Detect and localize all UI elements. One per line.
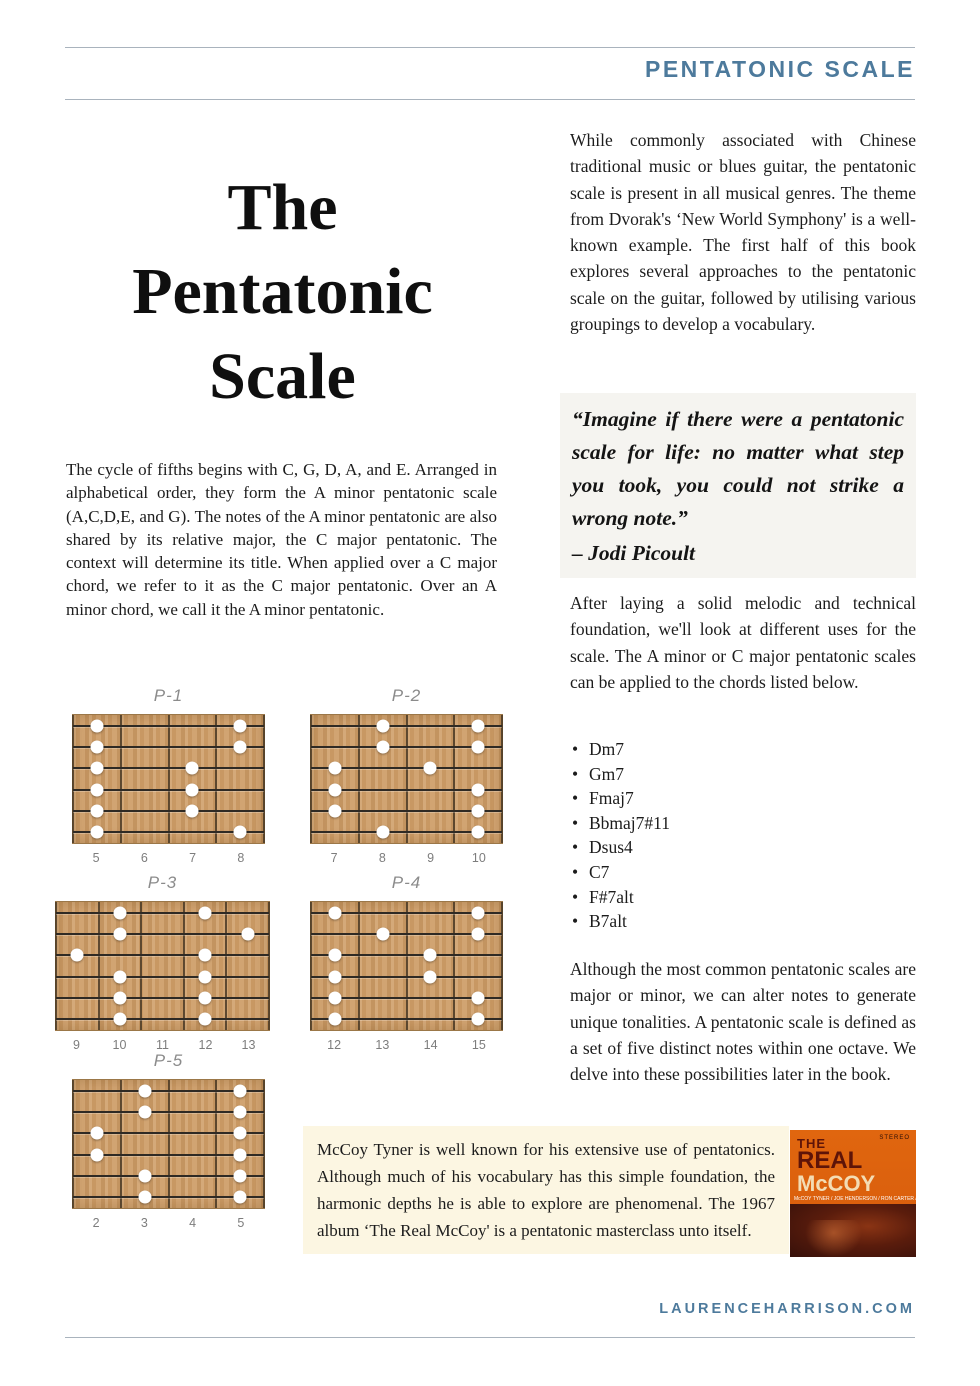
fret-numbers	[310, 851, 503, 865]
fret-line	[140, 902, 142, 1030]
note-dot	[472, 826, 485, 839]
note-dot	[199, 1013, 212, 1026]
fret-number: 7	[189, 851, 197, 865]
album-title-real: REAL	[797, 1147, 863, 1174]
quote-attribution: – Jodi Picoult	[572, 541, 696, 565]
note-dot	[472, 992, 485, 1005]
fretboard-diagram-p3	[55, 873, 270, 1052]
fret-number: 3	[140, 1216, 148, 1230]
album-stereo-label: STEREO	[879, 1135, 910, 1141]
fret-line	[72, 715, 74, 843]
chord-item	[572, 737, 912, 762]
fret-numbers	[310, 1038, 503, 1052]
chord-item	[572, 786, 912, 811]
chord-label: B7alt	[589, 911, 627, 932]
body-paragraph-1: While commonly associated with Chinese traditional music or blues guitar, the pentatonic scale is present in all musical genres. The theme from Dvorak's ‘New World Symphony' is a well-known example. The first half of this book explores several approaches to the pentatonic scale on the guitar, followed by utilising various groupings to develop a vocabulary.	[570, 130, 916, 335]
note-dot	[186, 783, 199, 796]
fret-number: 8	[237, 851, 245, 865]
fret-line	[406, 902, 408, 1030]
chord-list	[572, 737, 912, 934]
note-dot	[328, 1013, 341, 1026]
fret-number: 2	[92, 1216, 100, 1230]
note-dot	[328, 906, 341, 919]
note-dot	[113, 992, 126, 1005]
chord-item	[572, 762, 912, 787]
fretboard	[55, 901, 270, 1031]
chord-label: Bbmaj7#11	[589, 812, 671, 833]
guitar-string	[56, 997, 269, 999]
note-dot	[199, 949, 212, 962]
fretboard	[72, 714, 265, 844]
note-dot	[376, 741, 389, 754]
fretboard	[310, 714, 503, 844]
fret-line	[55, 902, 57, 1030]
note-dot	[113, 1013, 126, 1026]
note-dot	[328, 992, 341, 1005]
fret-line	[120, 715, 122, 843]
note-dot	[424, 762, 437, 775]
note-dot	[234, 826, 247, 839]
note-dot	[234, 1127, 247, 1140]
chord-label: Gm7	[589, 763, 624, 784]
album-photo	[790, 1204, 916, 1257]
album-artists: McCOY TYNER / JOE HENDERSON / RON CARTER / ELVIN JONES	[794, 1196, 951, 1202]
bottom-rule	[65, 1337, 915, 1338]
fretboard-diagram-p2	[310, 686, 503, 865]
mccoy-text: McCoy Tyner is well known for his extensive use of pentatonics. Although much of his vocabulary has this simple foundation, the harmonic depths he is able to explore are phenomenal. The 1967 album ‘The Real McCoy' is a pentatonic masterclass unto itself.	[317, 1140, 775, 1240]
note-dot	[90, 719, 103, 732]
diagram-label: P-3	[147, 873, 178, 892]
chord-label: C7	[589, 861, 610, 882]
note-dot	[90, 826, 103, 839]
fret-number: 8	[378, 851, 386, 865]
fret-number: 4	[189, 1216, 197, 1230]
fret-number: 9	[427, 851, 435, 865]
fret-line	[120, 1080, 122, 1208]
fret-numbers	[55, 1038, 270, 1052]
fret-number: 10	[112, 1038, 127, 1052]
fret-line	[453, 715, 455, 843]
album-title-mccoy: McCOY	[797, 1171, 876, 1196]
note-dot	[199, 992, 212, 1005]
chord-item	[572, 860, 912, 885]
chord-label: Fmaj7	[589, 788, 634, 809]
note-dot	[424, 970, 437, 983]
diagram-label: P-4	[391, 873, 422, 892]
album-cover-the-real-mccoy	[790, 1130, 951, 1257]
note-dot	[472, 741, 485, 754]
note-dot	[186, 762, 199, 775]
guitar-string	[56, 954, 269, 956]
fret-line	[98, 902, 100, 1030]
diagram-label: P-5	[153, 1051, 184, 1070]
note-dot	[90, 741, 103, 754]
fret-line	[263, 1080, 265, 1208]
guitar-string	[56, 933, 269, 935]
note-dot	[472, 928, 485, 941]
fret-line	[225, 902, 227, 1030]
fret-line	[453, 902, 455, 1030]
note-dot	[328, 970, 341, 983]
footer-website: LAURENCEHARRISON.COM	[659, 1301, 915, 1317]
chord-label: Dm7	[589, 739, 624, 759]
fret-number: 15	[471, 1038, 486, 1052]
note-dot	[113, 906, 126, 919]
note-dot	[241, 928, 254, 941]
fret-line	[168, 1080, 170, 1208]
fret-number: 13	[241, 1038, 256, 1052]
note-dot	[376, 826, 389, 839]
note-dot	[113, 970, 126, 983]
fret-number: 14	[423, 1038, 438, 1052]
fret-line	[501, 902, 503, 1030]
quote-text: “Imagine if there were a pentatonic scale for life: no matter what step you took, you could not strike a wrong note.”	[572, 407, 904, 530]
fret-line	[215, 715, 217, 843]
note-dot	[234, 1106, 247, 1119]
fret-number: 12	[198, 1038, 213, 1052]
note-dot	[376, 928, 389, 941]
fret-line	[310, 902, 312, 1030]
book-title-line-2: Pentatonic	[132, 255, 433, 329]
quote-block	[560, 393, 916, 578]
note-dot	[472, 906, 485, 919]
fret-line	[310, 715, 312, 843]
note-dot	[328, 783, 341, 796]
fret-line	[168, 715, 170, 843]
fret-numbers	[72, 1216, 265, 1230]
note-dot	[199, 970, 212, 983]
fret-number: 9	[73, 1038, 80, 1052]
fret-line	[406, 715, 408, 843]
fret-line	[358, 902, 360, 1030]
note-dot	[71, 949, 84, 962]
note-dot	[328, 949, 341, 962]
chord-label: Dsus4	[589, 837, 633, 858]
note-dot	[234, 1191, 247, 1204]
chord-item	[572, 835, 912, 860]
fretboard-diagram-p5	[72, 1051, 265, 1230]
note-dot	[472, 719, 485, 732]
fret-line	[501, 715, 503, 843]
fret-line	[263, 715, 265, 843]
diagram-label: P-1	[153, 686, 184, 705]
fret-number: 10	[471, 851, 486, 865]
intro-paragraph: The cycle of fifths begins with C, G, D, A, and E. Arranged in alphabetical order, they form the A minor pentatonic scale (A,C,D,E, and G). The notes of the A minor pentatonic are also shared by its relative major, the C major pentatonic. The context will determine its title. When applied over a C major chord, we refer to it as the C major pentatonic. Over an A minor chord, we call it the A minor pentatonic.	[66, 460, 497, 619]
mccoy-note	[303, 1126, 789, 1254]
fret-number: 5	[92, 851, 100, 865]
note-dot	[138, 1106, 151, 1119]
guitar-string	[56, 1018, 269, 1020]
fret-number: 13	[375, 1038, 390, 1052]
note-dot	[199, 906, 212, 919]
note-dot	[90, 805, 103, 818]
note-dot	[138, 1191, 151, 1204]
book-title	[60, 166, 505, 419]
fret-number: 6	[140, 851, 148, 865]
note-dot	[472, 783, 485, 796]
note-dot	[472, 805, 485, 818]
guitar-string	[56, 976, 269, 978]
fret-line	[268, 902, 270, 1030]
body-paragraph-2: After laying a solid melodic and technical foundation, we'll look at different uses for the scale. The A minor or C major pentatonic scales can be applied to the chords listed below.	[570, 593, 916, 692]
chord-item	[572, 885, 912, 910]
note-dot	[234, 1170, 247, 1183]
note-dot	[138, 1170, 151, 1183]
chord-label: F#7alt	[589, 886, 634, 907]
diagram-label: P-2	[391, 686, 422, 705]
fretboard	[310, 901, 503, 1031]
note-dot	[90, 1127, 103, 1140]
note-dot	[424, 949, 437, 962]
note-dot	[328, 805, 341, 818]
fret-line	[72, 1080, 74, 1208]
fret-line	[358, 715, 360, 843]
note-dot	[90, 762, 103, 775]
top-rule-lower	[65, 99, 915, 100]
fretboard-diagram-p4	[310, 873, 503, 1052]
fret-line	[215, 1080, 217, 1208]
page-header-title: PENTATONIC SCALE	[644, 56, 915, 82]
fret-number: 11	[156, 1038, 169, 1052]
note-dot	[138, 1084, 151, 1097]
note-dot	[234, 741, 247, 754]
top-rule-upper	[65, 47, 915, 48]
note-dot	[234, 1148, 247, 1161]
note-dot	[234, 1084, 247, 1097]
chord-item	[572, 909, 912, 934]
chord-item	[572, 811, 912, 836]
note-dot	[472, 1013, 485, 1026]
guitar-string	[56, 912, 269, 914]
note-dot	[234, 719, 247, 732]
fretboard-diagram-p1	[72, 686, 265, 865]
body-paragraph-3: Although the most common pentatonic scales are major or minor, we can alter notes to generate unique tonalities. A pentatonic scale is defined as a set of five distinct notes within one octave. We delve into these possibilities later in the book.	[570, 959, 916, 1085]
note-dot	[186, 805, 199, 818]
fret-number: 7	[330, 851, 338, 865]
fretboard	[72, 1079, 265, 1209]
note-dot	[328, 762, 341, 775]
fret-numbers	[72, 851, 265, 865]
note-dot	[90, 1148, 103, 1161]
book-title-line-1: The	[227, 171, 338, 244]
fret-number: 5	[237, 1216, 245, 1230]
book-title-line-3: Scale	[209, 339, 356, 413]
fret-line	[183, 902, 185, 1030]
note-dot	[376, 719, 389, 732]
note-dot	[90, 783, 103, 796]
note-dot	[113, 928, 126, 941]
album-title-the: THE	[797, 1136, 826, 1151]
fret-number: 12	[327, 1038, 342, 1052]
